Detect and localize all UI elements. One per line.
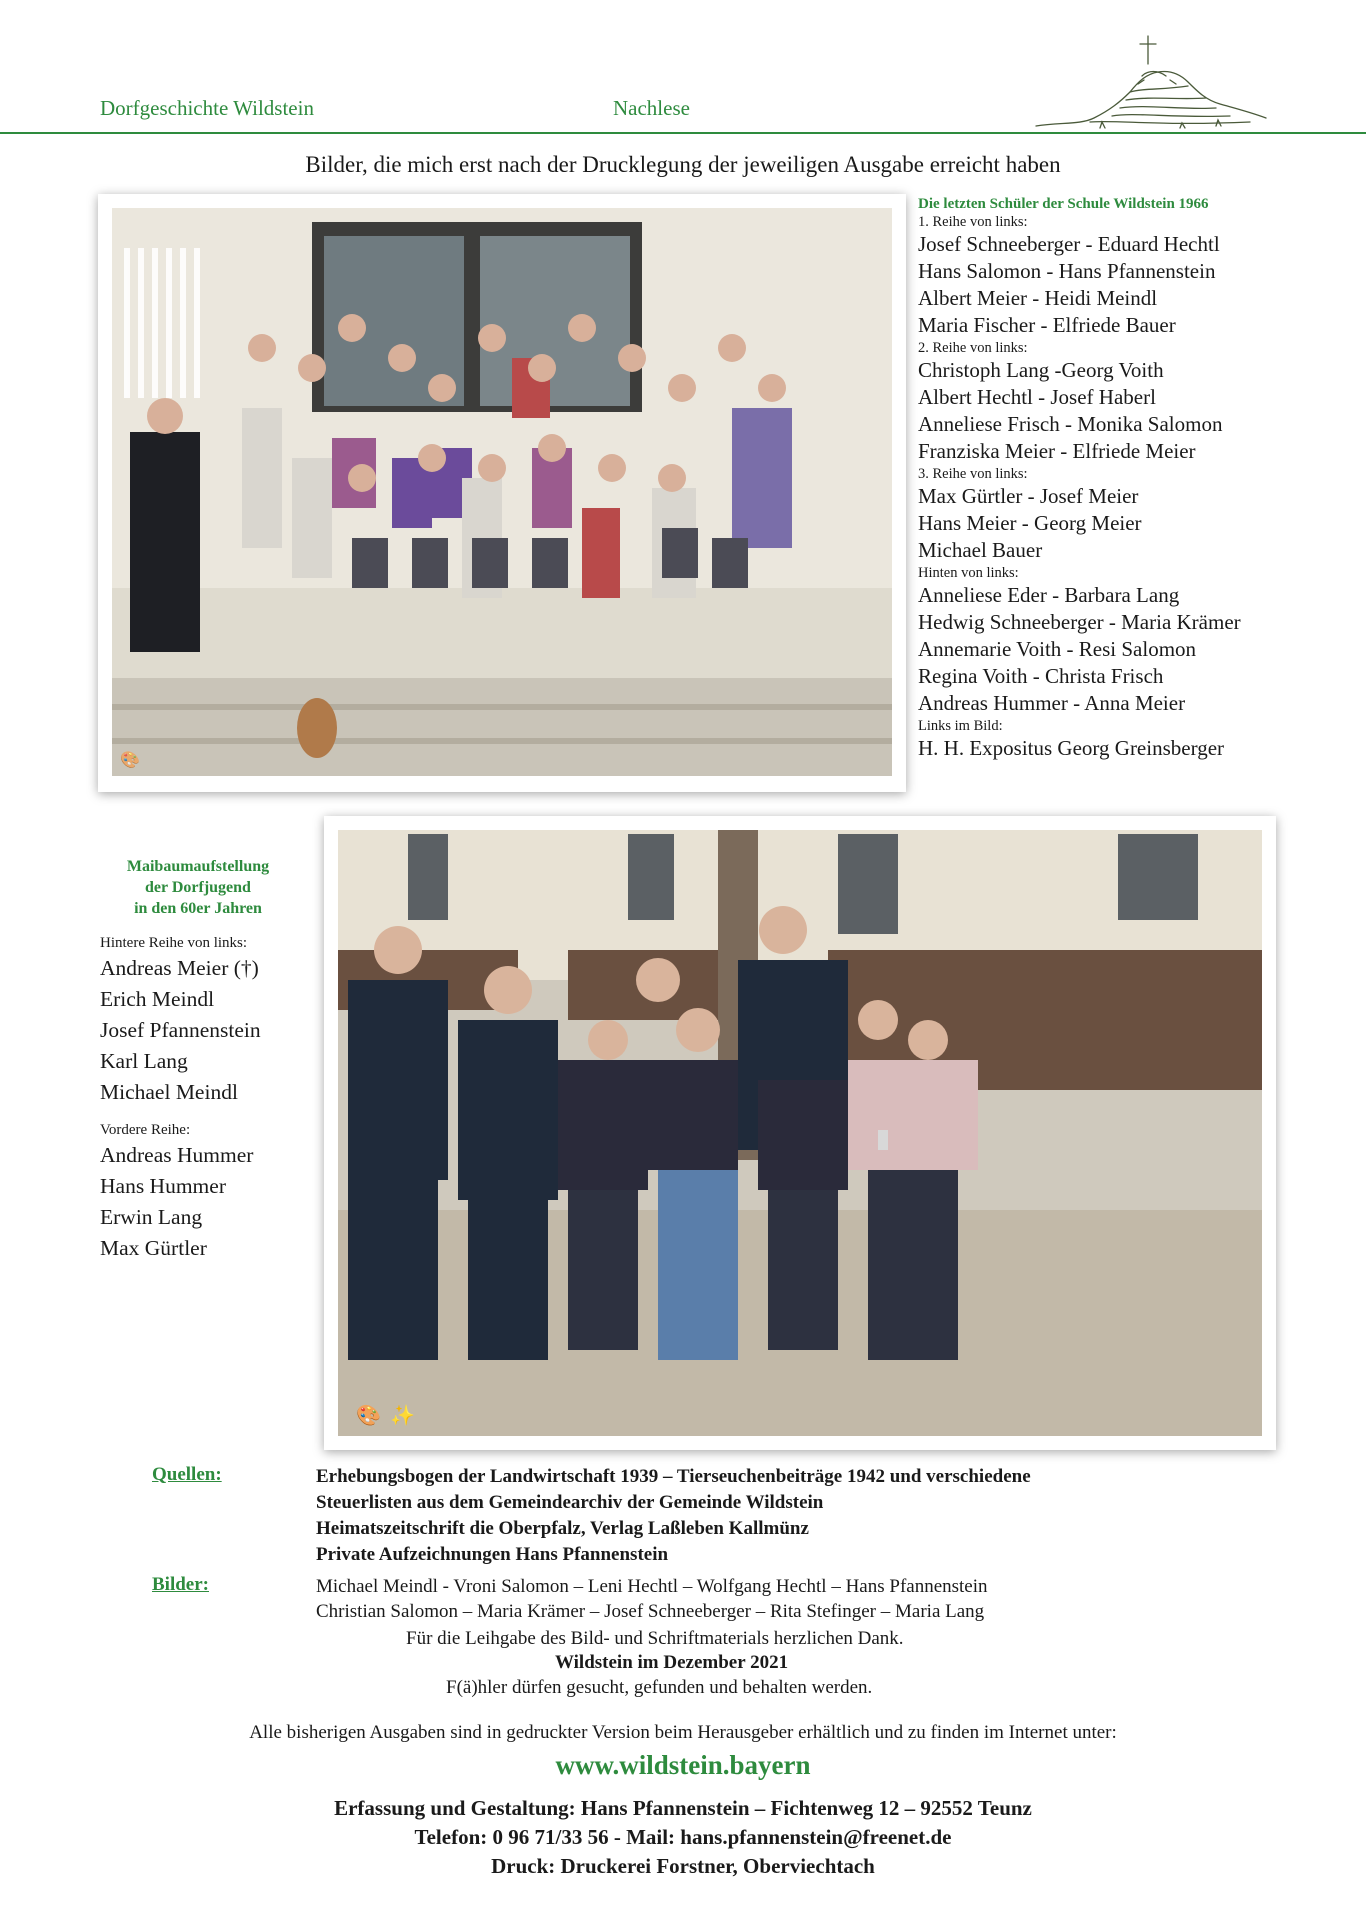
header-title: Dorfgeschichte Wildstein bbox=[100, 96, 314, 120]
school-caption-name: Anneliese Eder - Barbara Lang bbox=[918, 583, 1180, 607]
church-hill-logo-icon bbox=[1030, 30, 1270, 138]
header-section: Nachlese bbox=[613, 96, 690, 120]
maibaum-name: Karl Lang bbox=[100, 1049, 188, 1073]
school-caption-name: Franziska Meier - Elfriede Meier bbox=[918, 439, 1196, 463]
school-caption bbox=[918, 196, 1358, 762]
school-caption-heading: Hinten von links: bbox=[918, 565, 1019, 581]
school-caption-name: Andreas Hummer - Anna Meier bbox=[918, 691, 1186, 715]
school-caption-name: Hans Meier - Georg Meier bbox=[918, 511, 1142, 535]
maibaum-name: Erich Meindl bbox=[100, 987, 215, 1011]
school-class-photo bbox=[112, 208, 892, 776]
school-caption-name: Max Gürtler - Josef Meier bbox=[918, 484, 1139, 508]
school-caption-name: Albert Hechtl - Josef Haberl bbox=[918, 385, 1156, 409]
maibaum-name: Andreas Hummer bbox=[100, 1143, 254, 1167]
palette-icon: 🎨 bbox=[356, 1405, 381, 1427]
school-caption-name: Josef Schneeberger - Eduard Hechtl bbox=[918, 232, 1220, 256]
maibaum-group-photo bbox=[338, 830, 1262, 1436]
maibaum-caption-title: Maibaumaufstellung der Dorfjugend in den 60er Jahren bbox=[126, 858, 270, 917]
errors-note: F(ä)hler dürfen gesucht, gefunden und behalten werden. bbox=[446, 1677, 873, 1698]
maibaum-name: Michael Meindl bbox=[100, 1080, 238, 1104]
school-caption-name: Albert Meier - Heidi Meindl bbox=[918, 286, 1158, 310]
school-caption-name: Maria Fischer - Elfriede Bauer bbox=[918, 313, 1176, 337]
website-link[interactable]: www.wildstein.bayern bbox=[555, 1750, 811, 1780]
page-subtitle: Bilder, die mich erst nach der Drucklegung der jeweiligen Ausgabe erreicht haben bbox=[305, 152, 1061, 177]
school-caption-name: Christoph Lang -Georg Voith bbox=[918, 358, 1164, 382]
school-caption-name: Hedwig Schneeberger - Maria Krämer bbox=[918, 610, 1241, 634]
sources-label: Quellen: bbox=[152, 1464, 222, 1485]
maibaum-photo-frame bbox=[324, 816, 1276, 1450]
maibaum-name: Hans Hummer bbox=[100, 1174, 226, 1198]
school-caption-name: Annemarie Voith - Resi Salomon bbox=[918, 637, 1197, 661]
print-line: Druck: Druckerei Forstner, Oberviechtach bbox=[491, 1854, 875, 1878]
header-divider bbox=[0, 132, 1366, 134]
credit-line: Erfassung und Gestaltung: Hans Pfannenstein – Fichtenweg 12 – 92552 Teunz bbox=[334, 1796, 1032, 1820]
date-line: Wildstein im Dezember 2021 bbox=[555, 1652, 789, 1673]
maibaum-name: Erwin Lang bbox=[100, 1205, 203, 1229]
contact-line: Telefon: 0 96 71/33 56 - Mail: hans.pfannenstein@freenet.de bbox=[414, 1825, 952, 1849]
maibaum-name: Andreas Meier (†) bbox=[100, 956, 259, 980]
maibaum-back-heading: Hintere Reihe von links: bbox=[100, 935, 248, 951]
maibaum-front-heading: Vordere Reihe: bbox=[100, 1122, 191, 1138]
school-photo-frame bbox=[98, 194, 906, 792]
maibaum-name: Josef Pfannenstein bbox=[100, 1018, 261, 1042]
school-caption-heading: Links im Bild: bbox=[918, 718, 1003, 734]
school-caption-heading: 3. Reihe von links: bbox=[918, 466, 1028, 482]
magic-wand-icon: ✨ bbox=[390, 1405, 415, 1427]
pictures-list: Michael Meindl - Vroni Salomon – Leni Hechtl – Wolfgang Hechtl – Hans Pfannenstein Christian Salomon – Maria Krämer – Josef Schneeberger – Rita Stefinger – Maria Lang bbox=[316, 1576, 988, 1622]
palette-icon: 🎨 bbox=[120, 752, 140, 769]
school-caption-title: Die letzten Schüler der Schule Wildstein 1966 bbox=[918, 196, 1209, 212]
thanks-note: Für die Leihgabe des Bild- und Schriftmaterials herzlichen Dank. bbox=[406, 1628, 904, 1649]
school-caption-heading: 2. Reihe von links: bbox=[918, 340, 1028, 356]
school-caption-heading: 1. Reihe von links: bbox=[918, 214, 1028, 230]
school-caption-lines bbox=[918, 213, 1358, 762]
pictures-label: Bilder: bbox=[152, 1574, 209, 1595]
school-caption-name: Hans Salomon - Hans Pfannenstein bbox=[918, 259, 1216, 283]
school-caption-name: Anneliese Frisch - Monika Salomon bbox=[918, 412, 1223, 436]
school-caption-name: H. H. Expositus Georg Greinsberger bbox=[918, 736, 1225, 760]
maibaum-caption bbox=[100, 856, 300, 1264]
availability-note: Alle bisherigen Ausgaben sind in gedruckter Version beim Herausgeber erhältlich und zu finden im Internet unter: bbox=[249, 1722, 1117, 1743]
school-caption-name: Michael Bauer bbox=[918, 538, 1043, 562]
school-caption-name: Regina Voith - Christa Frisch bbox=[918, 664, 1164, 688]
maibaum-name: Max Gürtler bbox=[100, 1236, 207, 1260]
sources-list: Erhebungsbogen der Landwirtschaft 1939 – Tierseuchenbeiträge 1942 und verschiedene Steuerlisten aus dem Gemeindearchiv der Gemeinde Wildstein Heimatszeitschrift die Oberpfalz, Verlag Laßleben Kallmünz Private Aufzeichnungen Hans Pfannenstein bbox=[316, 1466, 1031, 1565]
